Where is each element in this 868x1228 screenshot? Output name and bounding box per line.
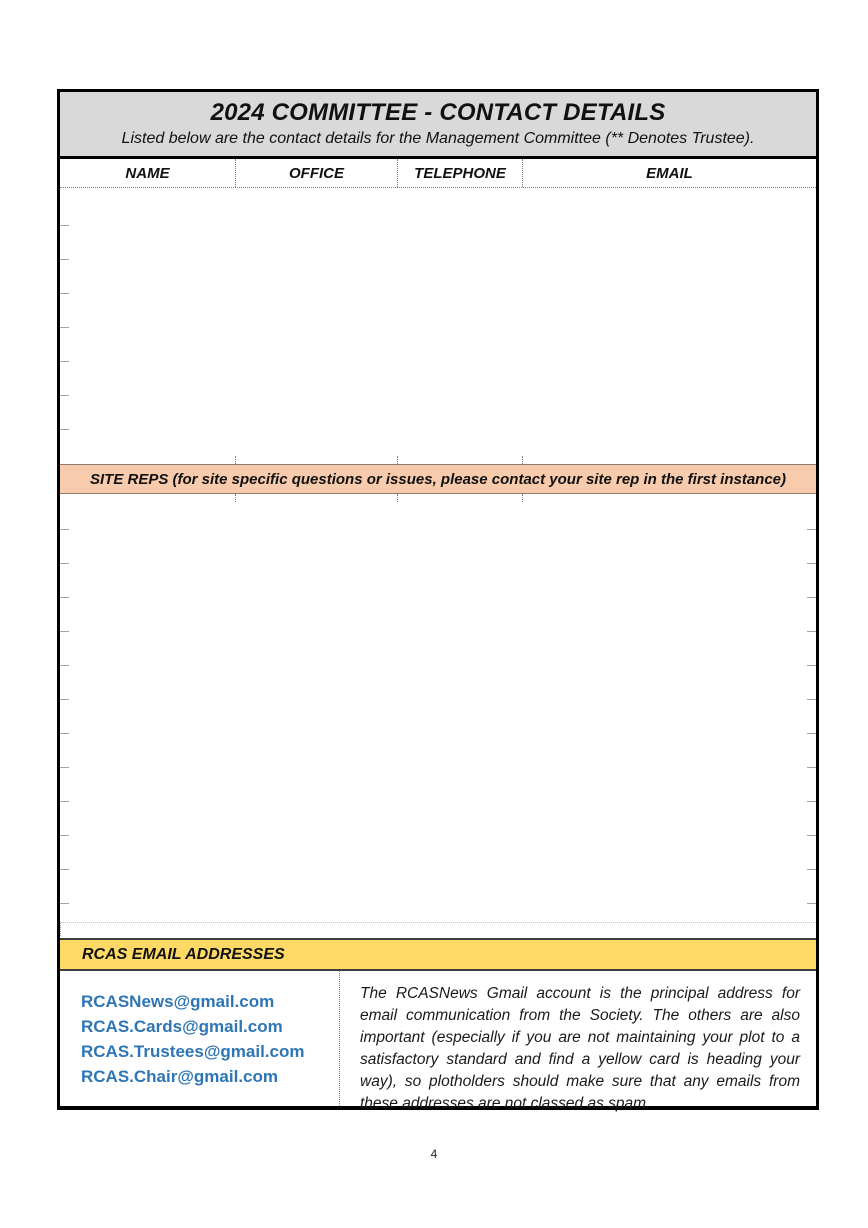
email-address-list (60, 971, 340, 1106)
committee-rows-redacted (60, 188, 816, 464)
column-divider-remnant (522, 456, 523, 464)
column-divider-remnant (235, 456, 236, 464)
row-divider-remnant-line (60, 922, 816, 923)
column-divider-remnant (60, 923, 61, 936)
column-header-telephone: TELEPHONE (398, 159, 523, 187)
contact-details-table (57, 89, 819, 1110)
column-header-office: OFFICE (236, 159, 398, 187)
rcas-email-section-header: RCAS EMAIL ADDRESSES (60, 938, 816, 971)
column-divider-remnant (397, 456, 398, 464)
email-link-rcasnews[interactable]: RCASNews@gmail.com (81, 991, 275, 1011)
page-subtitle: Listed below are the contact details for the Management Committee (** Denotes Trustee). (121, 130, 755, 147)
page-title: 2024 COMMITTEE - CONTACT DETAILS (210, 99, 666, 126)
site-reps-section-header: SITE REPS (for site specific questions or issues, please contact your site rep in the first instance) (60, 464, 816, 494)
email-usage-note: The RCASNews Gmail account is the principal address for email communication from the Society. The others are also important (especially if you are not maintaining your plot to a satisfactory standard and find a yellow card is heading your way), so plotholders should make sure that any emails from these addresses are not classed as spam. (360, 985, 800, 1112)
email-section (60, 971, 816, 1112)
column-header-name: NAME (60, 159, 236, 187)
table-title-band (60, 92, 816, 159)
site-reps-rows-redacted (60, 494, 816, 938)
column-divider-remnant (397, 494, 398, 502)
column-header-row (60, 159, 816, 188)
row-divider-remnants-left (60, 496, 69, 908)
column-divider-remnant (522, 494, 523, 502)
email-link-chair[interactable]: RCAS.Chair@gmail.com (81, 1066, 279, 1086)
row-divider-remnants-right (807, 496, 816, 908)
column-divider-remnant (235, 494, 236, 502)
page-number: 4 (430, 1147, 438, 1161)
email-link-trustees[interactable]: RCAS.Trustees@gmail.com (81, 1041, 305, 1061)
row-divider-remnants-left (60, 192, 69, 435)
email-link-cards[interactable]: RCAS.Cards@gmail.com (81, 1016, 283, 1036)
column-header-email: EMAIL (646, 164, 693, 182)
